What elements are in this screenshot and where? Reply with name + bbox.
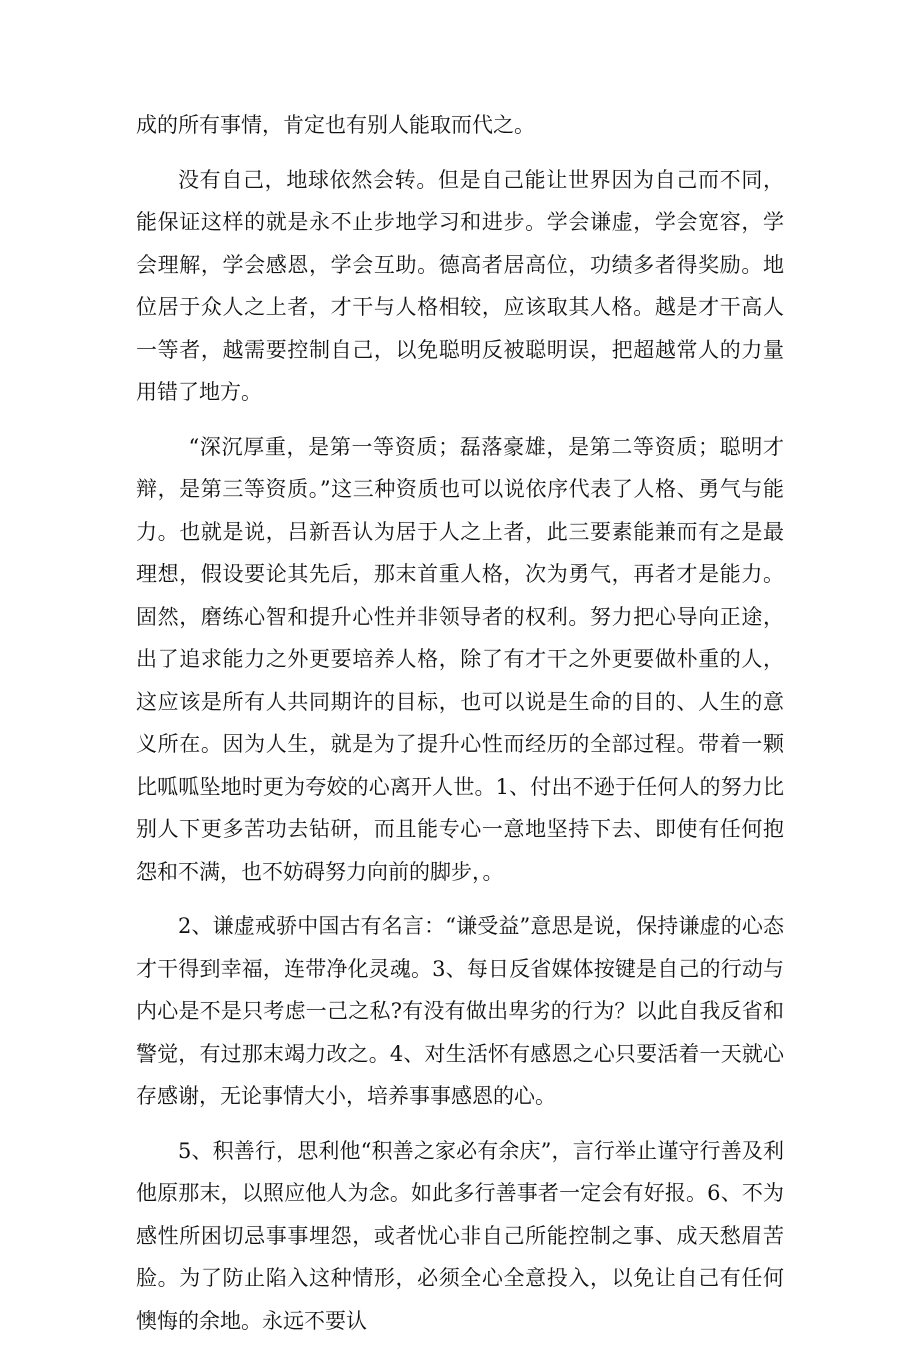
paragraph-self-improvement: 没有自己，地球依然会转。但是自己能让世界因为自己而不同，能保证这样的就是永不止步地学习和进步。学会谦虚，学会宽容，学会理解，学会感恩，学会互助。德高者居高位，功绩多者得奖励。地位居于众人之上者，才干与人格相较，应该取其人格。越是才干高人一等者，越需要控制自己，以免聪明反被聪明误，把超越常人的力量用错了地方。: [136, 167, 784, 404]
paragraph-three-qualities: “深沉厚重，是第一等资质；磊落豪雄，是第二等资质；聪明才辩，是第三等资质。”这三种资质也可以说依序代表了人格、勇气与能力。也就是说，吕新吾认为居于人之上者，此三要素能兼而有之是最理想，假设要论其先后，那末首重人格，次为勇气，再者才是能力。固然，磨练心智和提升心性并非领导者的权利。努力把心导向正途，出了追求能力之外更要培养人格，除了有才干之外更要做朴重的人，这应该是所有人共同期许的目标，也可以说是生命的目的、人生的意义所在。因为人生，就是为了提升心性而经历的全部过程。带着一颗比呱呱坠地时更为夸姣的心离开人世。1、付出不逊于任何人的努力比别人下更多苦功去钻研，而且能专心一意地坚持下去、即使有任何抱怨和不满，也不妨碍努力向前的脚步，。: [136, 434, 784, 884]
paragraph-good-deeds: 5、积善行，思利他“积善之家必有余庆”，言行举止谨守行善及利他原那末，以照应他人为念。如此多行善事者一定会有好报。6、不为感性所困切忌事事埋怨，或者忧心非自己所能控制之事、成天愁眉苦脸。为了防止陷入这种情形，必须全心全意投入，以免让自己有任何懊悔的余地。永远不要认: [136, 1138, 784, 1333]
paragraph-continuation: 成的所有事情，肯定也有别人能取而代之。: [136, 113, 535, 137]
document-body: [136, 104, 784, 1354]
paragraph-humility-reflection: 2、谦虚戒骄中国古有名言：“谦受益”意思是说，保持谦虚的心态才干得到幸福，连带净化灵魂。3、每日反省媒体按键是自己的行动与内心是不是只考虑一己之私?有没有做出卑劣的行为？以此自我反省和警觉，有过那末竭力改之。4、对生活怀有感恩之心只要活着一天就心存感谢，无论事情大小，培养事事感恩的心。: [136, 914, 784, 1108]
